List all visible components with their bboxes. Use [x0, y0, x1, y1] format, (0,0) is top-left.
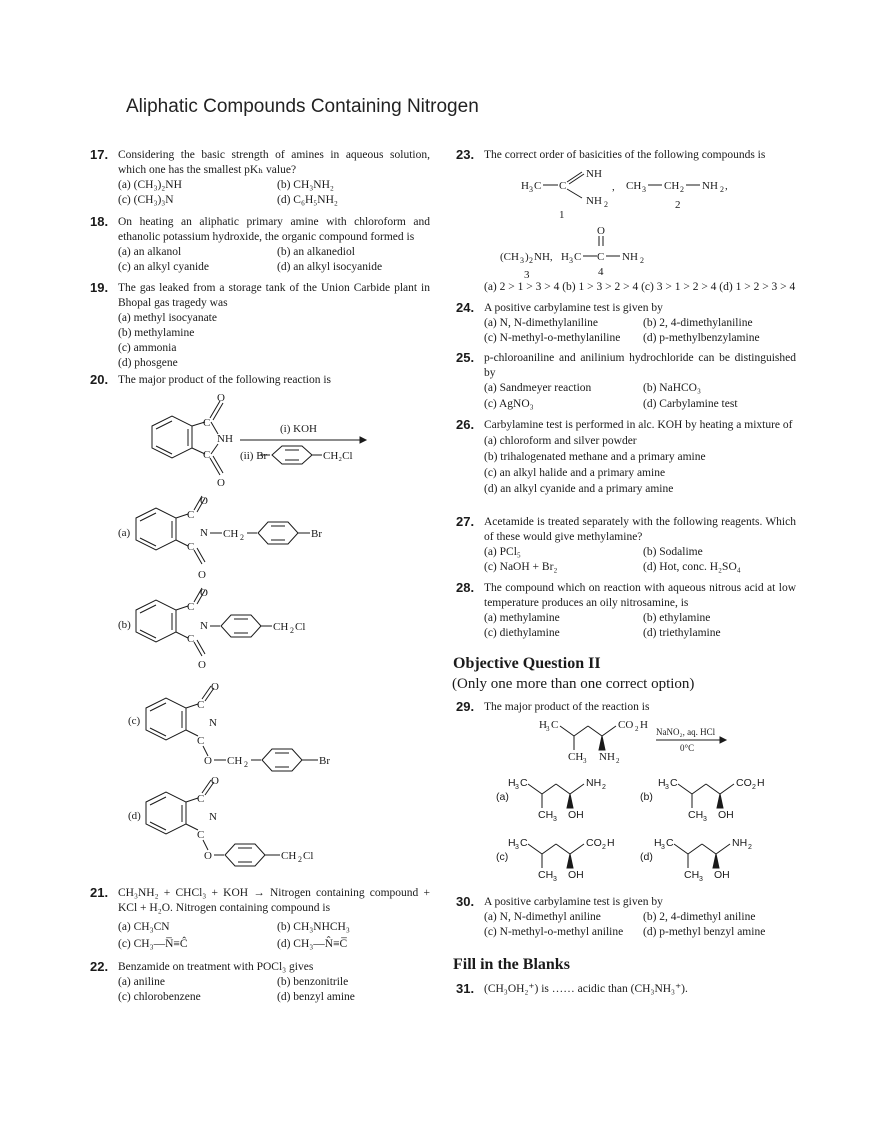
question-20: 20. The major product of the following reaction is [90, 372, 332, 387]
svg-text:H: H [539, 719, 547, 731]
svg-text:C: C [203, 417, 211, 429]
option-b-structure [640, 777, 765, 823]
svg-text:2: 2 [240, 533, 244, 542]
q23-answers: (a) 2 > 1 > 3 > 4 (b) 1 > 3 > 2 > 4 (c) 3 > 1 > 2 > 4 (d) 1 > 2 > 3 > 4 [484, 281, 796, 293]
svg-text:2: 2 [720, 185, 724, 194]
section-subtitle: (Only one more than one correct option) [452, 676, 695, 692]
svg-text:Cl: Cl [303, 850, 314, 862]
question-25: 25. p-chloroaniline and anilinium hydrochloride can be distinguished by (a) Sandmeyer reaction (b) NaHCO₃ (c) AgNO₃ (d) Carbylamine test [456, 350, 796, 410]
svg-text:2: 2 [298, 855, 302, 864]
option: (b) trihalogenated methane and a primary amine [484, 451, 706, 463]
option: (c) CH₃—N̅≡Ĉ [118, 938, 188, 950]
question-17: 17. Considering the basic strength of amines in aqueous solution, which one has the smallest pKₕ value? (a) (CH₃)₂NH (b) CH₃NH₂ (c) (CH₃)₃N (d) C₆H₅NH₂ [90, 147, 430, 206]
svg-text:(i) KOH: (i) KOH [280, 423, 317, 435]
svg-text:CH: CH [688, 809, 704, 821]
svg-text:CH: CH [273, 621, 289, 633]
svg-text:2: 2 [244, 760, 248, 769]
svg-text:C: C [551, 719, 559, 731]
svg-text:OH: OH [714, 869, 730, 881]
svg-text:O: O [200, 587, 208, 599]
svg-text:C: C [597, 251, 605, 263]
svg-text:Cl: Cl [295, 621, 306, 633]
option: (a) aniline [118, 976, 165, 988]
option-c-structure [496, 837, 615, 883]
svg-text:2: 2 [529, 256, 533, 265]
option: (d) triethylamine [643, 627, 721, 639]
option: (b) CH₃NH₂ [277, 179, 334, 191]
question-28: 28. The compound which on reaction with aqueous nitrous acid at low temperature produces an oily nitrosamine, is (a) methylamine (b) ethylamine (c) diethylamine (d) triethylamine [456, 580, 796, 639]
svg-text:NH: NH [586, 195, 602, 207]
svg-text:(ii) Br: (ii) Br [240, 450, 268, 462]
svg-text:2: 2 [290, 626, 294, 635]
svg-text:H: H [508, 837, 516, 849]
option: (b) 2, 4-dimethyl aniline [643, 911, 756, 923]
option: (c) an alkyl halide and a primary amine [484, 467, 666, 479]
svg-text:CO: CO [586, 837, 602, 849]
reactant-structure [539, 719, 726, 765]
svg-text:(d): (d) [128, 810, 141, 822]
q20-structures [90, 388, 430, 878]
svg-text:NH: NH [217, 433, 233, 445]
svg-text:Br: Br [319, 755, 330, 767]
svg-text:OH: OH [718, 809, 734, 821]
option: (d) p-methylbenzylamine [643, 332, 760, 344]
svg-text:3: 3 [665, 784, 669, 791]
svg-text:(c): (c) [128, 715, 141, 727]
svg-text:3: 3 [553, 816, 557, 823]
svg-text:CH: CH [684, 869, 700, 881]
option: (a) chloroform and silver powder [484, 435, 637, 447]
option: (c) ammonia [118, 342, 177, 354]
svg-text:C: C [197, 735, 205, 747]
svg-text:3: 3 [515, 844, 519, 851]
option: (d) p-methyl benzyl amine [643, 926, 766, 938]
svg-text:H: H [654, 837, 662, 849]
svg-text:CO: CO [618, 719, 634, 731]
option-d-structure [146, 775, 313, 866]
svg-text:3: 3 [699, 876, 703, 883]
option-d-structure [640, 837, 752, 883]
option: (c) chlorobenzene [118, 991, 201, 1003]
svg-text:H: H [757, 777, 765, 789]
svg-text:CO: CO [736, 777, 752, 789]
svg-text:(c): (c) [496, 851, 509, 863]
svg-text:(a): (a) [118, 527, 131, 539]
svg-text:3: 3 [553, 876, 557, 883]
page-title: Aliphatic Compounds Containing Nitrogen [126, 96, 479, 117]
svg-text:(b): (b) [118, 619, 131, 631]
option-b-structure [136, 587, 305, 671]
svg-text:NH: NH [622, 251, 638, 263]
svg-text:C: C [197, 793, 205, 805]
option: (c) (CH₃)₃N [118, 194, 174, 206]
option: (a) (CH₃)₂NH [118, 179, 182, 191]
option: (c) NaOH + Br₂ [484, 561, 558, 573]
svg-text:3: 3 [583, 757, 587, 765]
svg-text:CH: CH [568, 751, 584, 763]
option-c-structure [146, 681, 330, 771]
svg-text:NH: NH [702, 180, 718, 192]
question-31: 31. (CH₃OH₂⁺) is …… acidic than (CH₃NH₃⁺). [456, 981, 688, 996]
option: (a) Sandmeyer reaction [484, 382, 592, 394]
option: (b) Sodalime [643, 546, 703, 558]
svg-text:0°C: 0°C [680, 743, 695, 753]
question-24: 24. A positive carbylamine test is given by (a) N, N-dimethylaniline (b) 2, 4-dimethylaniline (c) N-methyl-o-methylaniline (d) p-methylbenzylamine [456, 301, 796, 346]
option: (b) an alkanediol [277, 246, 355, 258]
option: (a) methylamine [484, 612, 560, 624]
svg-text:C: C [666, 837, 674, 849]
svg-text:2: 2 [635, 725, 639, 733]
svg-text:N: N [200, 527, 208, 539]
svg-text:CH₂Cl: CH₂Cl [323, 450, 353, 462]
svg-text:CH: CH [281, 850, 297, 862]
svg-text:2: 2 [752, 784, 756, 791]
svg-text:OH: OH [568, 869, 584, 881]
svg-text:2: 2 [602, 784, 606, 791]
option: (a) N, N-dimethylaniline [484, 317, 599, 329]
svg-text:O: O [198, 569, 206, 581]
svg-text:CH: CH [664, 180, 680, 192]
svg-text:2: 2 [748, 844, 752, 851]
question-27: 27. Acetamide is treated separately with the following reagents. Which of these would give methylamine? (a) PCl₅ (b) Sodalime (c) NaOH + Br₂ (d) Hot, conc. H₂SO₄ [456, 514, 796, 573]
option: (b) benzonitrile [277, 976, 349, 988]
svg-text:): ) [525, 251, 529, 263]
svg-text:O: O [204, 850, 212, 862]
svg-text:C: C [203, 449, 211, 461]
svg-text:(a): (a) [496, 791, 509, 803]
svg-text:3: 3 [546, 725, 550, 733]
svg-text:O: O [204, 755, 212, 767]
svg-text:C: C [197, 829, 205, 841]
svg-text:3: 3 [569, 256, 573, 265]
svg-text:H: H [521, 180, 529, 192]
question-23: 23. The correct order of basicities of the following compounds is [456, 147, 766, 162]
svg-text:O: O [198, 659, 206, 671]
question-18: 18. On heating an aliphatic primary amine with chloroform and ethanolic potassium hydroxide, the organic compound formed is (a) an alkanol (b) an alkanediol (c) an alkyl cyanide (d) an alkyl isocyanide [90, 214, 430, 273]
q29-structures [484, 714, 804, 884]
svg-text:2: 2 [604, 200, 608, 209]
svg-text:C: C [670, 777, 678, 789]
option: (a) CH₃CN [118, 921, 170, 933]
svg-text:CH: CH [626, 180, 642, 192]
option: (a) an alkanol [118, 246, 182, 258]
question-26: 26. Carbylamine test is performed in alc. KOH by heating a mixture of (a) chloroform and silver powder (b) trihalogenated methane and a primary amine (c) an alkyl halide and a primary amine (d) an alkyl cyanide and a primary amine [456, 418, 796, 497]
option: (d) Carbylamine test [643, 398, 738, 410]
option: (a) PCl₅ [484, 546, 521, 558]
option: (d) benzyl amine [277, 991, 355, 1003]
svg-text:N: N [209, 811, 217, 823]
q23-structures [484, 162, 804, 282]
svg-text:NaNO₂, aq. HCl: NaNO₂, aq. HCl [656, 727, 716, 737]
option: (a) N, N-dimethyl aniline [484, 911, 601, 923]
svg-text:H: H [658, 777, 666, 789]
svg-text:2: 2 [680, 185, 684, 194]
svg-text:N: N [200, 620, 208, 632]
section-title-objective-2: Objective Question II [453, 655, 601, 672]
svg-text:C: C [197, 699, 205, 711]
svg-text:OH: OH [568, 809, 584, 821]
svg-text:H: H [640, 719, 648, 731]
option: (d) C₆H₅NH₂ [277, 194, 338, 206]
question-19: 19. The gas leaked from a storage tank of the Union Carbide plant in Bhopal gas tragedy was (a) methyl isocyanate (b) methylamine (c) ammonia (d) phosgene [90, 280, 430, 369]
svg-text:NH: NH [586, 168, 602, 180]
svg-text:3: 3 [642, 185, 646, 194]
svg-text:H: H [508, 777, 516, 789]
svg-text:3: 3 [529, 185, 533, 194]
svg-text:CH: CH [227, 755, 243, 767]
svg-text:CH: CH [538, 809, 554, 821]
svg-text:Br: Br [311, 528, 322, 540]
svg-text:O: O [597, 225, 605, 237]
question-21: 21. CH₃NH₂ + CHCl₃ + KOH → Nitrogen containing compound + KCl + H₂O. Nitrogen containing compound is (a) CH₃CN (b) CH₃NHCH₃ (c) CH₃—N̅≡Ĉ (d) CH₃—N̂≡C̅ [90, 885, 430, 950]
option: (d) an alkyl cyanide and a primary amine [484, 483, 674, 495]
option: (b) ethylamine [643, 612, 711, 624]
svg-text:CH: CH [223, 528, 239, 540]
svg-text:2: 2 [602, 844, 606, 851]
svg-text:4: 4 [598, 266, 604, 278]
svg-text:3: 3 [703, 816, 707, 823]
option: (a) methyl isocyanate [118, 312, 217, 324]
svg-text:(d): (d) [640, 851, 653, 863]
svg-text:3: 3 [520, 256, 524, 265]
svg-text:2: 2 [616, 757, 620, 765]
option: (b) methylamine [118, 327, 195, 339]
svg-text:NH: NH [586, 777, 602, 789]
phthalimide-structure [152, 392, 233, 489]
svg-text:C: C [534, 180, 542, 192]
option: (b) 2, 4-dimethylaniline [643, 317, 753, 329]
option: (d) Hot, conc. H₂SO₄ [643, 561, 741, 573]
svg-text:C: C [574, 251, 582, 263]
question-22: 22. Benzamide on treatment with POCl₃ gives (a) aniline (b) benzonitrile (c) chlorobenzene (d) benzyl amine [90, 960, 430, 1005]
svg-text:C: C [187, 633, 195, 645]
question-30: 30. A positive carbylamine test is given by (a) N, N-dimethyl aniline (b) 2, 4-dimethyl aniline (c) N-methyl-o-methyl aniline (d) p-methyl benzyl amine [456, 895, 796, 940]
option: (c) N-methyl-o-methyl aniline [484, 926, 624, 938]
svg-text:C: C [520, 837, 528, 849]
svg-text:O: O [211, 775, 219, 787]
svg-text:C: C [187, 601, 195, 613]
svg-text:O: O [217, 477, 225, 489]
section-title-fill-blanks: Fill in the Blanks [453, 956, 570, 973]
svg-text:NH: NH [599, 751, 615, 763]
option-a-structure [496, 777, 606, 823]
svg-text:C: C [559, 180, 567, 192]
svg-text:2: 2 [640, 256, 644, 265]
svg-text:C: C [187, 541, 195, 553]
svg-text:O: O [200, 495, 208, 507]
option: (d) phosgene [118, 357, 178, 369]
svg-text:3: 3 [515, 784, 519, 791]
question-29: 29. The major product of the reaction is [456, 699, 650, 714]
option: (c) diethylamine [484, 627, 560, 639]
svg-text:,: , [725, 180, 728, 192]
svg-text:(b): (b) [640, 791, 653, 803]
option: (d) an alkyl isocyanide [277, 261, 383, 273]
option-a-structure [136, 495, 322, 581]
svg-text:3: 3 [661, 844, 665, 851]
option: (c) an alkyl cyanide [118, 261, 209, 273]
svg-text:NH: NH [732, 837, 748, 849]
svg-text:N: N [209, 717, 217, 729]
svg-text:H: H [561, 251, 569, 263]
svg-text:2: 2 [675, 199, 681, 211]
option: (b) CH₃NHCH₃ [277, 921, 350, 933]
svg-text:O: O [211, 681, 219, 693]
svg-text:C: C [187, 509, 195, 521]
reaction-arrow [240, 423, 366, 464]
option: (d) CH₃—N̂≡C̅ [277, 938, 348, 950]
svg-text:C: C [520, 777, 528, 789]
svg-text:3: 3 [524, 269, 530, 281]
svg-text:1: 1 [559, 209, 565, 221]
option: (b) NaHCO₃ [643, 382, 701, 394]
option: (c) AgNO₃ [484, 398, 534, 410]
svg-text:NH,: NH, [534, 251, 553, 263]
option: (c) N-methyl-o-methylaniline [484, 332, 621, 344]
svg-text:CH: CH [538, 869, 554, 881]
svg-text:(CH: (CH [500, 251, 519, 263]
svg-text:O: O [217, 392, 225, 404]
svg-text:,: , [612, 181, 615, 193]
svg-text:H: H [607, 837, 615, 849]
